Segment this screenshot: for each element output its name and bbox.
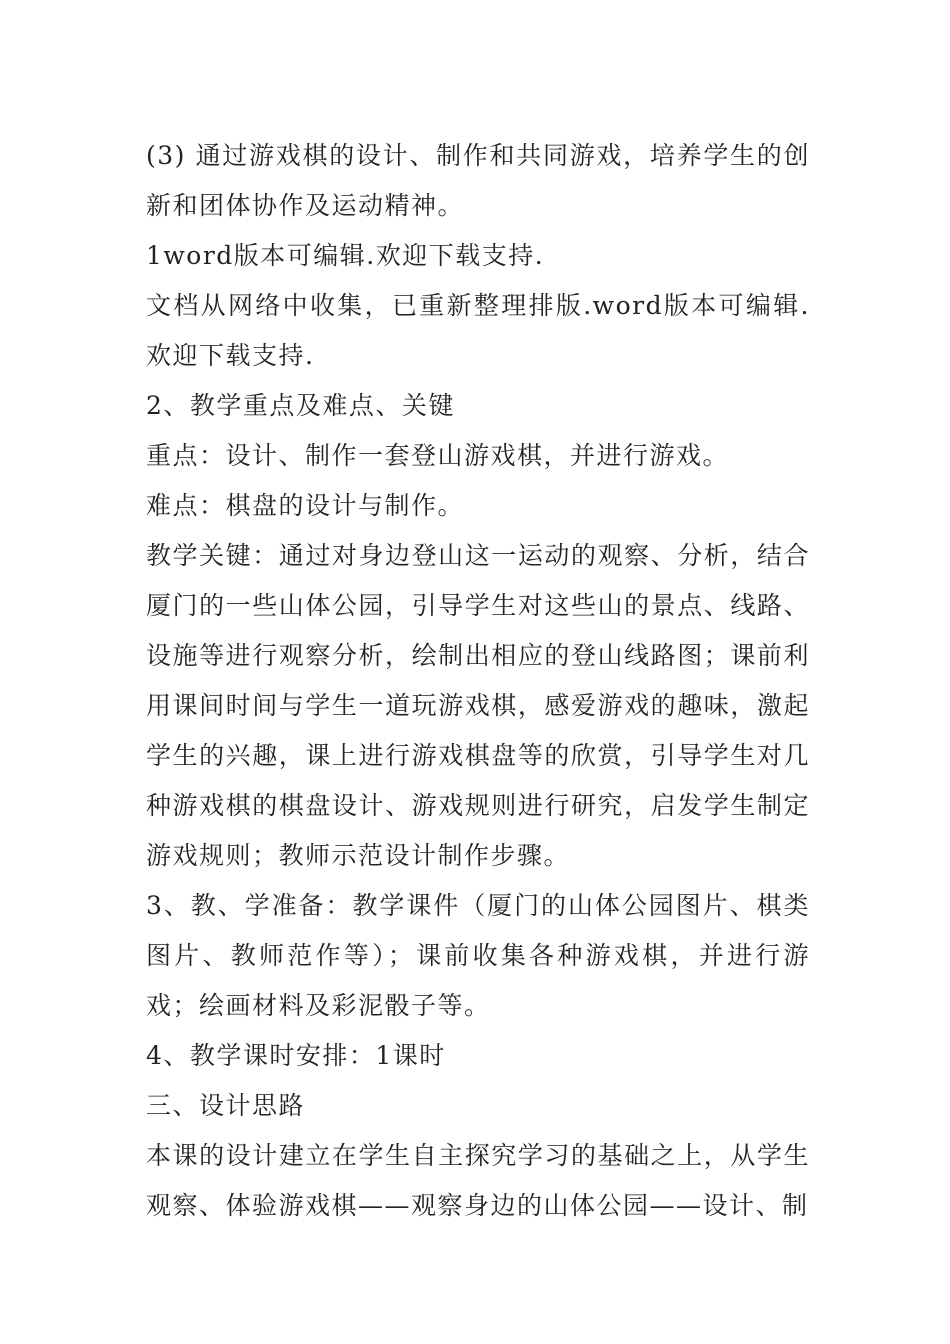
paragraph-focus: 重点：设计、制作一套登山游戏棋，并进行游戏。 xyxy=(146,441,730,470)
paragraph-preparation: 3、教、学准备：教学课件（厦门的山体公园图片、棋类图片、教师范作等）；课前收集各种游戏棋，并进行游戏；绘画材料及彩泥骰子等。 xyxy=(146,891,810,1020)
paragraph-schedule: 4、教学课时安排：1课时 xyxy=(146,1041,446,1070)
heading-key-points: 2、教学重点及难点、关键 xyxy=(146,391,455,420)
paragraph-notice-2: 文档从网络中收集，已重新整理排版.word版本可编辑.欢迎下载支持. xyxy=(146,291,810,370)
document-body xyxy=(146,131,810,1231)
heading-design-idea: 三、设计思路 xyxy=(146,1091,306,1120)
paragraph-design-idea: 本课的设计建立在学生自主探究学习的基础之上，从学生观察、体验游戏棋——观察身边的山体公园——设计、制 xyxy=(146,1141,810,1220)
paragraph-difficulty: 难点：棋盘的设计与制作。 xyxy=(146,491,465,520)
paragraph-objective-3: (3) 通过游戏棋的设计、制作和共同游戏，培养学生的创新和团体协作及运动精神。 xyxy=(146,141,810,220)
paragraph-teaching-key: 教学关键：通过对身边登山这一运动的观察、分析，结合厦门的一些山体公园，引导学生对这些山的景点、线路、设施等进行观察分析，绘制出相应的登山线路图；课前利用课间时间与学生一道玩游戏棋，感爱游戏的趣味，激起学生的兴趣，课上进行游戏棋盘等的欣赏，引导学生对几种游戏棋的棋盘设计、游戏规则进行研究，启发学生制定游戏规则；教师示范设计制作步骤。 xyxy=(146,541,810,870)
paragraph-notice-1: 1word版本可编辑.欢迎下载支持. xyxy=(146,241,545,270)
